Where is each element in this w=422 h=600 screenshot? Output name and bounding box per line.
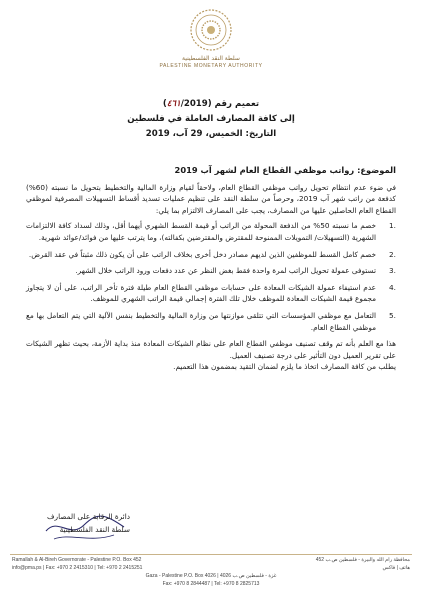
footer-gaza-contact: Fax: +970 8 2844487 | Tel: +970 8 2825713: [162, 581, 260, 587]
item-text: تستوفى عمولة تحويل الراتب لمرة واحدة فقط بغض النظر عن عدد دفعات ورود الراتب خلال الشهر.: [75, 266, 376, 276]
circular-number-prefix: تعميم رقم (: [207, 99, 260, 109]
item-number: .1: [389, 221, 396, 231]
item-number: .5: [389, 310, 396, 320]
closing-paragraphs: [26, 338, 396, 373]
footer-gaza-address: Gaza - Palestine P.O. Box 4026 | غزة - فلسطين ص.ب 4026: [145, 573, 277, 579]
list-item: [26, 265, 396, 277]
footer-contact-ar: هاتف | فاكس: [382, 565, 410, 571]
footer-divider: [10, 554, 412, 555]
footer-row: [12, 564, 410, 572]
list-item: [26, 310, 396, 333]
item-number: .3: [389, 266, 396, 276]
letter-subject: الموضوع: رواتب موظفي القطاع العام لشهر آب 2019: [174, 165, 396, 175]
circular-number-handwritten: ٤٦١: [166, 99, 181, 109]
list-item: [26, 249, 396, 261]
item-text: خصم كامل القسط للموظفين الذين لديهم مصادر دخل أخرى بخلاف الراتب على أن يكون ذلك مثبتاً في عقد القرض.: [28, 249, 376, 259]
letterhead-footer: [12, 556, 410, 588]
footer-row: [12, 556, 410, 564]
item-number: .2: [389, 249, 396, 259]
letterhead: [0, 8, 422, 69]
footer-contact: info@pma.ps | Fax: +970 2 2415310 | Tel: +970 2 2415251: [12, 565, 143, 571]
letter-intro: في ضوء عدم انتظام تحويل رواتب موظفي القطاع العام، ولاحقاً لقيام وزارة المالية والتخطيط بتحويل ما نسبته (60%) كدفعة من راتب شهر آب 2019، وحرصاً من سلطة النقد على تنظيم عمليات تسديد أقساط التسهيلات المصرفية لموظفي القطاع العام الحاصلين عليها من المصارف، يجب على المصارف الالتزام بما يلي:: [26, 182, 397, 215]
circular-heading: [0, 97, 422, 142]
circular-date: التاريخ: الخميس، 29 آب، 2019: [145, 129, 277, 139]
authority-name-arabic: سلطة النقد الفلسطينية: [182, 55, 240, 62]
instruction-list: [26, 220, 396, 333]
pma-seal-logo: [189, 8, 233, 52]
footer-address-ar: محافظة رام الله والبيرة - فلسطين ص.ب 452: [315, 557, 410, 563]
item-text: خصم ما نسبته 50% من الدفعة المحولة من الراتب أو قيمة القسط الشهري أيهما أقل، وذلك لسداد كافة الالتزامات الشهرية (التسهيلات/ التمويلات الممنوحة للمقترض والمقترضين بكفالته)، وما يترتب عليها من فوائد/عوائد شهرية.: [26, 221, 376, 242]
item-text: التعامل مع موظفي المؤسسات التي تتلقى موازنتها من وزارة المالية والتخطيط بنفس الآلية التي يتم التعامل بها مع موظفي القطاع العام.: [26, 310, 376, 332]
list-item: [26, 282, 396, 305]
footer-address-en: Ramallah & Al-Bireh Governorate - Palestine P.O. Box 452: [12, 557, 142, 563]
circular-addressee: إلى كافة المصارف العاملة في فلسطين: [127, 114, 295, 124]
authority-name-english: PALESTINE MONETARY AUTHORITY: [159, 63, 263, 69]
item-text: عدم استيفاء عمولة الشيكات المعادة على حسابات موظفي القطاع العام طيلة فترة تأخر الراتب، على أن لا يتجاوز مجموع قيمة الشيكات المعادة للموظف خلال تلك الفترة إجمالي قيمة الراتب الشهري للموظف.: [26, 282, 376, 304]
signature-department: دائرة الرقابة على المصارف: [46, 512, 130, 521]
letter-body: [26, 165, 396, 373]
closing-note: هذا مع العلم بأنه تم وقف تصنيف موظفي القطاع العام على نظام الشيكات المعادة منذ بداية الأزمة، بحيث تظهر الشيكات على تقرير العميل دون التأثير على درجة تصنيف العميل.: [26, 339, 396, 360]
circular-number: [0, 97, 422, 112]
signature-block: [15, 510, 130, 536]
list-item: [26, 220, 396, 243]
signature-authority: سلطة النقد الفلسطينية: [59, 525, 130, 534]
closing-request: يطلب من كافة المصارف اتخاذ ما يلزم لضمان التقيد بمضمون هذا التعميم.: [173, 362, 396, 372]
item-number: .4: [389, 282, 396, 292]
circular-number-suffix: /2019): [162, 99, 208, 109]
